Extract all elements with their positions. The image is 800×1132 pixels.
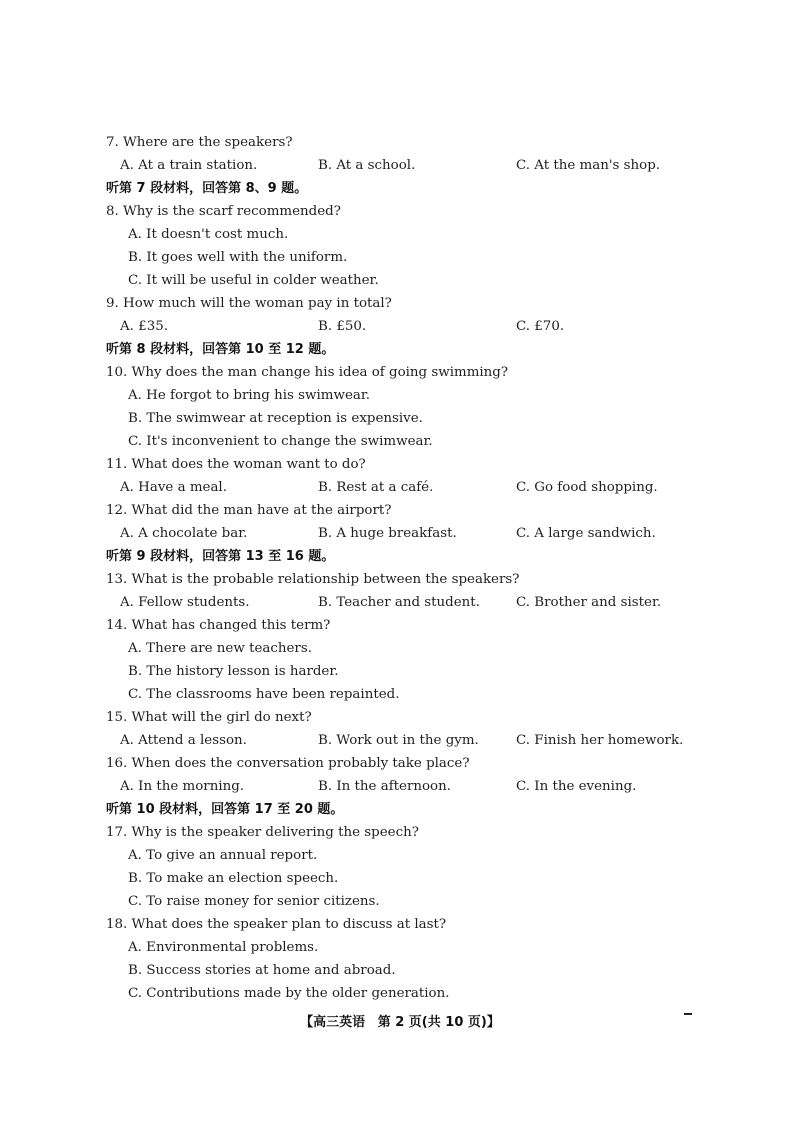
option-text: A. He forgot to bring his swimwear. [128, 388, 371, 403]
option-text: C. To raise money for senior citizens. [128, 894, 380, 909]
question-stem: 8. Why is the scarf recommended? [106, 204, 341, 219]
option-text: C. It will be useful in colder weather. [128, 273, 379, 288]
answer-option [0, 982, 800, 1005]
question-stem: 12. What did the man have at the airport? [106, 503, 392, 518]
answer-option [0, 269, 800, 292]
option-c: C. Brother and sister. [516, 595, 662, 610]
question-stem: 7. Where are the speakers? [106, 135, 293, 150]
section-heading: 听第 7 段材料，回答第 8、9 题。 [106, 181, 308, 196]
answer-option [0, 407, 800, 430]
answer-option [0, 844, 800, 867]
footer-page-number: 第 2 页(共 10 页)】 [377, 1015, 500, 1030]
option-text: C. It's inconvenient to change the swimwear. [128, 434, 433, 449]
question-stem: 10. Why does the man change his idea of going swimming? [106, 365, 509, 380]
answer-options-row [0, 522, 800, 545]
option-b: B. Work out in the gym. [318, 733, 479, 748]
option-text: B. The history lesson is harder. [128, 664, 339, 679]
question-stem: 9. How much will the woman pay in total? [106, 296, 392, 311]
answer-options-row [0, 591, 800, 614]
option-a: A. Fellow students. [120, 595, 250, 610]
answer-option [0, 223, 800, 246]
option-b: B. At a school. [318, 158, 416, 173]
answer-option [0, 430, 800, 453]
option-c: C. £70. [516, 319, 565, 334]
option-a: A. Have a meal. [120, 480, 227, 495]
answer-option [0, 890, 800, 913]
option-text: A. There are new teachers. [128, 641, 312, 656]
answer-option [0, 867, 800, 890]
option-text: A. It doesn't cost much. [128, 227, 289, 242]
question-stem: 17. Why is the speaker delivering the speech? [106, 825, 419, 840]
option-a: A. A chocolate bar. [120, 526, 248, 541]
answer-option [0, 246, 800, 269]
option-b: B. In the afternoon. [318, 779, 451, 794]
section-heading: 听第 9 段材料，回答第 13 至 16 题。 [106, 549, 335, 564]
option-a: A. In the morning. [120, 779, 245, 794]
option-text: B. The swimwear at reception is expensive. [128, 411, 423, 426]
question-stem: 15. What will the girl do next? [106, 710, 312, 725]
option-c: C. In the evening. [516, 779, 637, 794]
option-a: A. £35. [120, 319, 168, 334]
option-text: B. Success stories at home and abroad. [128, 963, 396, 978]
scan-mark [684, 1013, 692, 1015]
answer-option [0, 637, 800, 660]
answer-options-row [0, 315, 800, 338]
option-c: C. Go food shopping. [516, 480, 658, 495]
answer-options-row [0, 729, 800, 752]
question-stem: 11. What does the woman want to do? [106, 457, 366, 472]
answer-option [0, 660, 800, 683]
option-text: C. The classrooms have been repainted. [128, 687, 400, 702]
option-a: A. Attend a lesson. [120, 733, 247, 748]
question-stem: 14. What has changed this term? [106, 618, 331, 633]
option-text: B. It goes well with the uniform. [128, 250, 348, 265]
section-heading: 听第 8 段材料，回答第 10 至 12 题。 [106, 342, 335, 357]
option-b: B. A huge breakfast. [318, 526, 457, 541]
page-footer [0, 1011, 800, 1030]
option-b: B. Rest at a café. [318, 480, 434, 495]
option-b: B. £50. [318, 319, 367, 334]
option-c: C. Finish her homework. [516, 733, 684, 748]
option-text: A. To give an annual report. [128, 848, 318, 863]
answer-option [0, 936, 800, 959]
answer-option [0, 959, 800, 982]
option-text: A. Environmental problems. [128, 940, 319, 955]
section-heading: 听第 10 段材料，回答第 17 至 20 题。 [106, 802, 344, 817]
option-c: C. A large sandwich. [516, 526, 656, 541]
question-stem: 16. When does the conversation probably take place? [106, 756, 470, 771]
option-a: A. At a train station. [120, 158, 258, 173]
option-c: C. At the man's shop. [516, 158, 661, 173]
option-b: B. Teacher and student. [318, 595, 480, 610]
option-text: B. To make an election speech. [128, 871, 339, 886]
question-stem: 18. What does the speaker plan to discuss at last? [106, 917, 447, 932]
question-stem: 13. What is the probable relationship between the speakers? [106, 572, 520, 587]
answer-option [0, 384, 800, 407]
answer-options-row [0, 476, 800, 499]
answer-options-row [0, 775, 800, 798]
option-text: C. Contributions made by the older generation. [128, 986, 450, 1001]
answer-options-row [0, 154, 800, 177]
answer-option [0, 683, 800, 706]
footer-subject: 【高三英语 [300, 1015, 366, 1030]
